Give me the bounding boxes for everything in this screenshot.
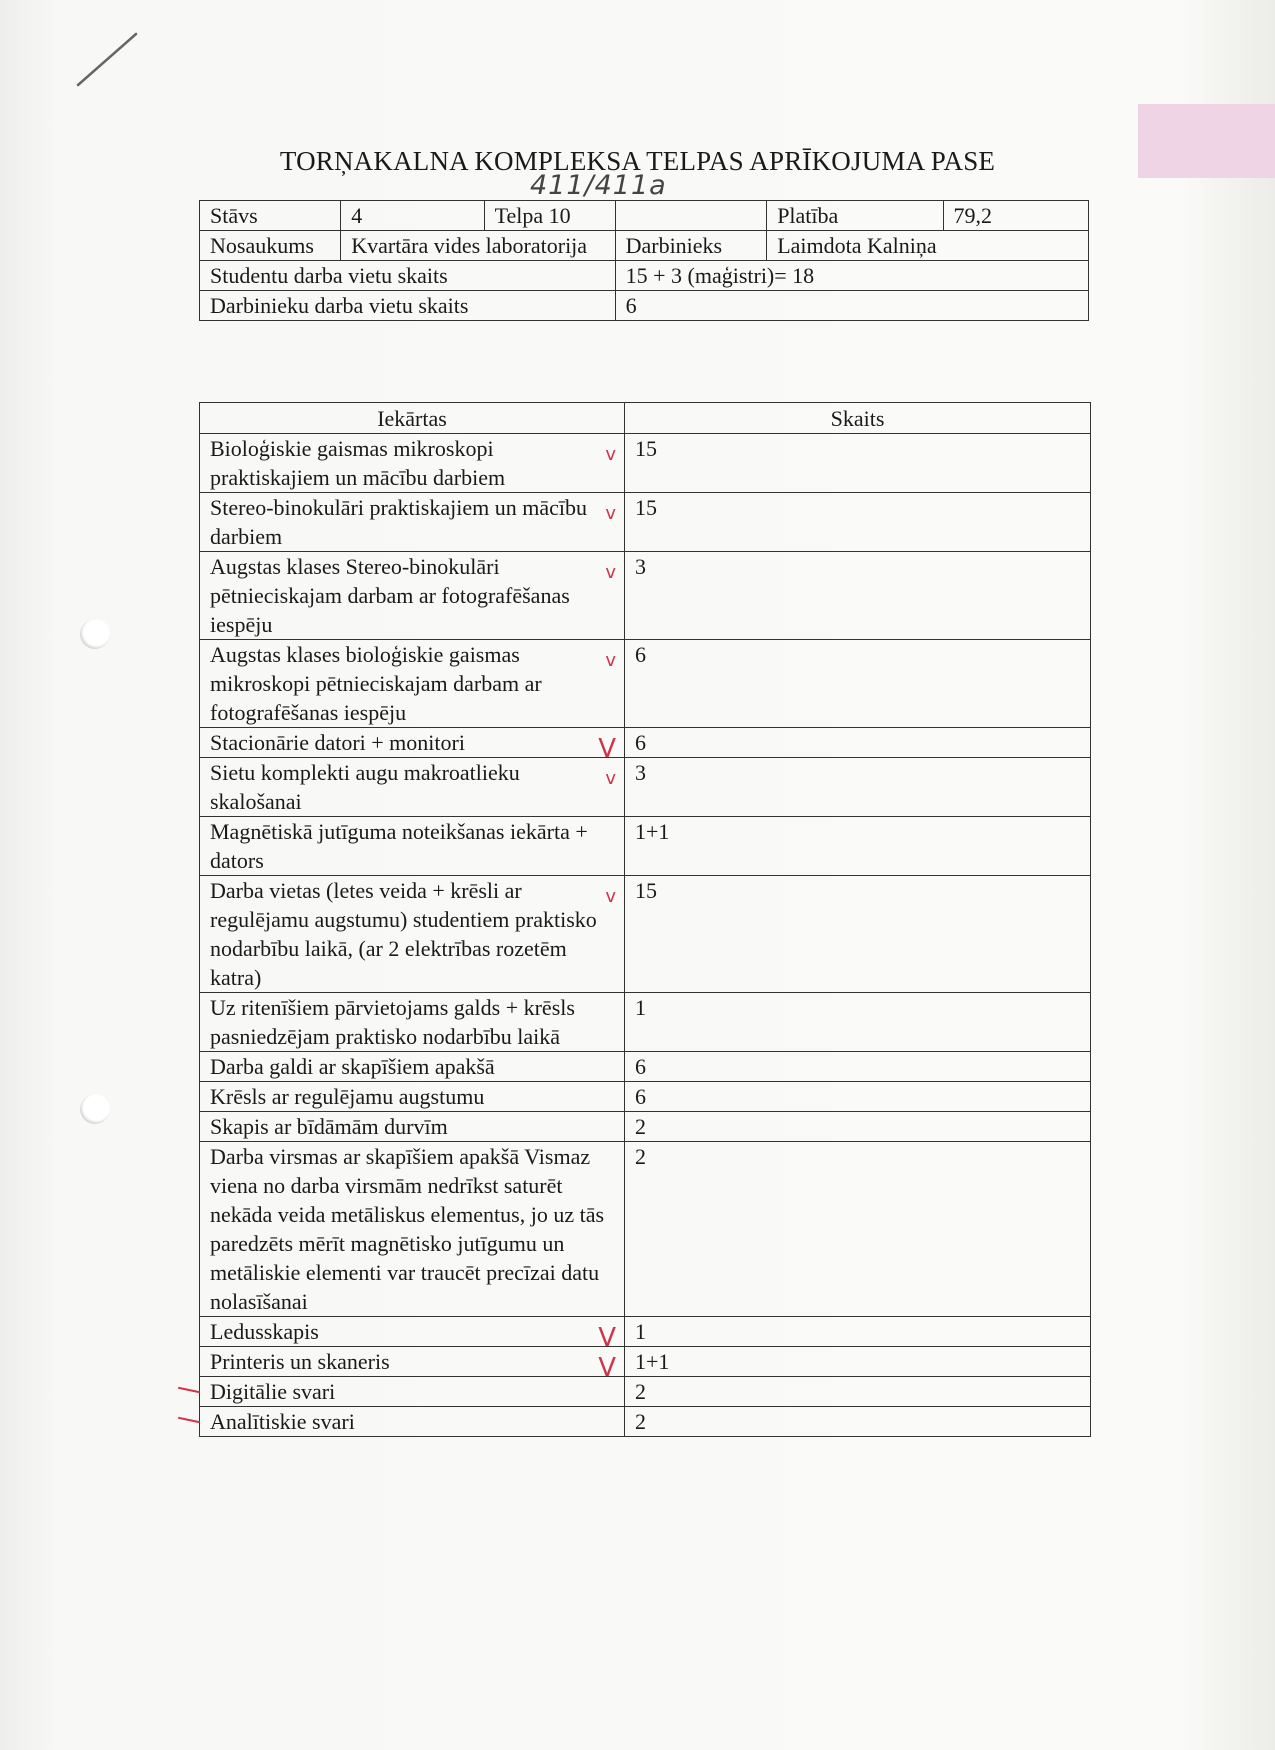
check-mark-icon: V — [598, 1353, 616, 1383]
equipment-header: Iekārtas — [200, 403, 625, 434]
page-title: TORŅAKALNA KOMPLEKSA TELPAS APRĪKOJUMA PASE — [279, 146, 996, 176]
equipment-name — [200, 993, 625, 1052]
table-row — [200, 493, 1091, 552]
table-row — [200, 201, 1089, 231]
table-row — [200, 1082, 1091, 1112]
equipment-name-text: Sietu komplekti augu makroatlieku skalošanai — [210, 760, 520, 814]
punch-hole — [80, 619, 110, 649]
equipment-count: 6 — [625, 1082, 1091, 1112]
table-row — [200, 817, 1091, 876]
equipment-name-text: Stacionārie datori + monitori — [210, 730, 465, 755]
check-mark-icon: V — [598, 1323, 616, 1353]
table-row — [200, 1347, 1091, 1377]
table-row — [200, 291, 1089, 321]
equipment-count: 1 — [625, 993, 1091, 1052]
equipment-name-text: Darba vietas (letes veida + krēsli ar regulējamu augstumu) studentiem praktisko nodarbību laikā, (ar 2 elektrības rozetēm katra) — [210, 878, 597, 990]
equipment-count: 6 — [625, 640, 1091, 728]
equipment-name-text: Uz ritenīšiem pārvietojams galds + krēsls pasniedzējam praktisko nodarbību laikā — [210, 995, 575, 1049]
equipment-name — [200, 434, 625, 493]
equipment-name — [200, 758, 625, 817]
staff-seats-value: 6 — [615, 291, 1088, 321]
table-header-row — [200, 403, 1091, 434]
equipment-name — [200, 817, 625, 876]
equipment-count: 1 — [625, 1317, 1091, 1347]
equipment-name — [200, 728, 625, 764]
equipment-name — [200, 1377, 625, 1407]
table-row — [200, 993, 1091, 1052]
table-row — [200, 728, 1091, 758]
dash-mark-icon — [178, 1387, 200, 1394]
empty-cell — [615, 201, 767, 231]
check-mark-icon: v — [605, 768, 616, 789]
equipment-count: 1+1 — [625, 1347, 1091, 1377]
equipment-count: 1+1 — [625, 817, 1091, 876]
punch-hole — [80, 1094, 110, 1124]
equipment-name-text: Skapis ar bīdāmām durvīm — [210, 1114, 448, 1139]
handwritten-room-note: 411/411a — [530, 170, 667, 201]
student-seats-value: 15 + 3 (maģistri)= 18 — [615, 261, 1088, 291]
area-value: 79,2 — [943, 201, 1088, 231]
check-mark-icon: v — [605, 650, 616, 671]
equipment-count: 2 — [625, 1377, 1091, 1407]
equipment-name — [200, 552, 625, 640]
equipment-count: 2 — [625, 1407, 1091, 1437]
check-mark-icon: V — [598, 734, 616, 764]
equipment-name-text: Augstas klases Stereo-binokulāri pētnieciskajam darbam ar fotografēšanas iespēju — [210, 554, 570, 637]
table-row — [200, 758, 1091, 817]
equipment-name — [200, 1142, 625, 1317]
equipment-name-text: Bioloģiskie gaismas mikroskopi praktiskajiem un mācību darbiem — [210, 436, 506, 490]
table-row — [200, 261, 1089, 291]
table-row — [200, 1112, 1091, 1142]
equipment-name-text: Printeris un skaneris — [210, 1349, 390, 1374]
check-mark-icon: v — [605, 444, 616, 465]
student-seats-label: Studentu darba vietu skaits — [200, 261, 616, 291]
table-row — [200, 876, 1091, 993]
equipment-name — [200, 1112, 625, 1142]
check-mark-icon: v — [605, 562, 616, 583]
table-row — [200, 640, 1091, 728]
table-row — [200, 1052, 1091, 1082]
table-row — [200, 1377, 1091, 1407]
equipment-count: 15 — [625, 876, 1091, 993]
room-label: Telpa 10 — [484, 201, 615, 231]
table-row — [200, 434, 1091, 493]
area-label: Platība — [767, 201, 943, 231]
floor-value: 4 — [341, 201, 484, 231]
equipment-count: 6 — [625, 728, 1091, 758]
room-info-table — [199, 200, 1089, 321]
equipment-table — [199, 402, 1091, 1437]
equipment-count: 2 — [625, 1112, 1091, 1142]
equipment-count: 3 — [625, 758, 1091, 817]
floor-label: Stāvs — [200, 201, 341, 231]
equipment-name-text: Darba galdi ar skapīšiem apakšā — [210, 1054, 495, 1079]
count-header: Skaits — [625, 403, 1091, 434]
equipment-name-text: Augstas klases bioloģiskie gaismas mikroskopi pētnieciskajam darbam ar fotografēšanas iespēju — [210, 642, 542, 725]
equipment-count: 3 — [625, 552, 1091, 640]
equipment-count: 6 — [625, 1052, 1091, 1082]
name-value: Kvartāra vides laboratorija — [341, 231, 615, 261]
equipment-name — [200, 1317, 625, 1353]
equipment-name — [200, 1347, 625, 1383]
name-label: Nosaukums — [200, 231, 341, 261]
dash-mark-icon — [178, 1417, 200, 1424]
equipment-name — [200, 1407, 625, 1437]
equipment-name-text: Darba virsmas ar skapīšiem apakšā Vismaz viena no darba virsmām nedrīkst saturēt nekāda veida metāliskus elementus, jo uz tās paredzēts mērīt magnētisko jutīgumu un metāliskie elementi var traucēt precīzai datu nolasīšanai — [210, 1144, 605, 1314]
table-row — [200, 1407, 1091, 1437]
check-mark-icon: v — [605, 503, 616, 524]
equipment-name — [200, 876, 625, 993]
equipment-name — [200, 493, 625, 552]
table-row — [200, 231, 1089, 261]
check-mark-icon: v — [605, 886, 616, 907]
equipment-name — [200, 1082, 625, 1112]
equipment-name-text: Magnētiskā jutīguma noteikšanas iekārta + dators — [210, 819, 588, 873]
equipment-count: 2 — [625, 1142, 1091, 1317]
table-row — [200, 552, 1091, 640]
employee-value: Laimdota Kalniņa — [767, 231, 1089, 261]
staff-seats-label: Darbinieku darba vietu skaits — [200, 291, 616, 321]
equipment-name — [200, 1052, 625, 1082]
equipment-count: 15 — [625, 493, 1091, 552]
equipment-name-text: Analītiskie svari — [210, 1409, 355, 1434]
equipment-name — [200, 640, 625, 728]
equipment-count: 15 — [625, 434, 1091, 493]
table-row — [200, 1317, 1091, 1347]
equipment-name-text: Digitālie svari — [210, 1379, 336, 1404]
pen-stroke-mark — [76, 30, 156, 90]
table-row — [200, 1142, 1091, 1317]
equipment-name-text: Krēsls ar regulējamu augstumu — [210, 1084, 485, 1109]
equipment-name-text: Ledusskapis — [210, 1319, 319, 1344]
employee-label: Darbinieks — [615, 231, 767, 261]
equipment-name-text: Stereo-binokulāri praktiskajiem un mācību darbiem — [210, 495, 587, 549]
